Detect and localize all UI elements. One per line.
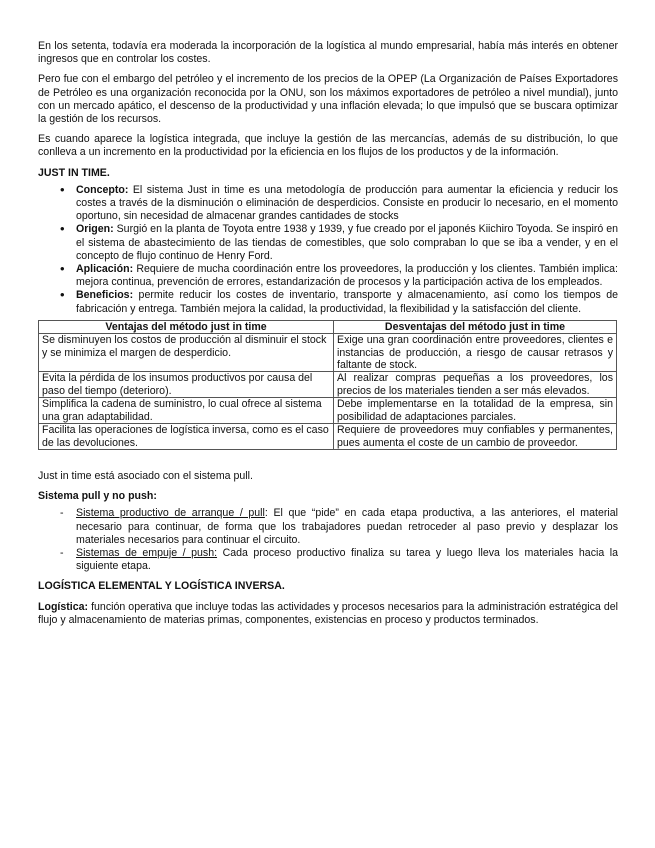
bullet-term: Beneficios:: [76, 289, 134, 302]
ventaja-cell: Facilita las operaciones de logística inversa, como es el caso de las devoluciones.: [39, 424, 334, 450]
definition-text: función operativa que incluye todas las actividades y procesos necesarios para la administración estratégica del flujo y almacenamiento de materias primas, componentes, existencias en proceso y productos terminados.: [38, 600, 618, 626]
jit-heading: JUST IN TIME.: [38, 166, 110, 179]
ventaja-cell: Simplifica la cadena de suministro, lo cual ofrece al sistema una gran adaptabilidad.: [39, 398, 334, 424]
table-row: [39, 424, 617, 450]
jit-comparison-table: [38, 320, 617, 450]
logistica-heading: LOGÍSTICA ELEMENTAL Y LOGÍSTICA INVERSA.: [38, 580, 285, 593]
table-row: [39, 372, 617, 398]
header-desventajas: Desventajas del método just in time: [334, 320, 617, 333]
bullet-term: Aplicación:: [76, 263, 134, 276]
intro-paragraph-3: Es cuando aparece la logística integrada, que incluye la gestión de las mercancías, además de su distribución, lo que conlleva a un incremento en la productividad por la eficiencia en los flujos de los productos y de la información.: [38, 133, 618, 159]
definition-term: Logística:: [38, 600, 89, 613]
bullet-text: permite reducir los costes de inventario, transporte y almacenamiento, así como los tiempos de fabricación y entrega. También mejora la calidad, la productividad, la flexibilidad y la satisfacción del cliente.: [76, 289, 618, 315]
document-page: [38, 40, 618, 627]
table-row: [39, 398, 617, 424]
header-ventajas: Ventajas del método just in time: [39, 320, 334, 333]
bullet-text: El sistema Just in time es una metodología de producción para aumentar la eficiencia y reducir los costes a través de la disminución o eliminación de desperdicios. Consiste en producir lo necesario, en el momento oportuno, sin necesidad de almacenar grandes cantidades de stocks: [76, 183, 618, 223]
logistica-definition: [38, 601, 618, 627]
pull-heading: Sistema pull y no push:: [38, 490, 157, 503]
pull-item-arranque: [76, 507, 618, 547]
pull-item-empuje: [76, 547, 618, 573]
intro-paragraph-2: Pero fue con el embargo del petróleo y el incremento de los precios de la OPEP (La Organización de Países Exportadores de Petróleo es una organización reconocida por la ONU, son los máximos exportadores de petróleo a nivel mundial), junto con un mercado apático, el descenso de la productividad y una inflación elevada; lo que impulsó que se buscara optimizar la gestión de los recursos.: [38, 73, 618, 126]
desventaja-cell: Exige una gran coordinación entre proveedores, clientes e instancias de producción, a riesgo de causar retrasos y faltante de stock.: [334, 334, 617, 372]
item-text: : El que “pide” en cada etapa productiva, a las anteriores, el material necesario para continuar, de forma que los trabajadores puedan retroceder al paso previo y desplazar los materiales necesarios para continuar el circuito.: [76, 507, 618, 546]
desventaja-cell: Requiere de proveedores muy confiables y permanentes, pues aumenta el coste de un cambio de proveedor.: [334, 424, 617, 450]
bullet-text: Requiere de mucha coordinación entre los proveedores, la producción y los clientes. También implica: mejora continua, prevención de errores, estandarización de procesos y la participación activa de los empleados.: [76, 263, 618, 289]
desventaja-cell: Al realizar compras pequeñas a los proveedores, los precios de los materiales tienden a ser más elevados.: [334, 372, 617, 398]
jit-bullet-aplicacion: [76, 263, 618, 289]
jit-bullet-list: [38, 184, 618, 316]
ventaja-cell: Evita la pérdida de los insumos productivos por causa del paso del tiempo (deterioro).: [39, 372, 334, 398]
item-term: Sistemas de empuje / push:: [76, 546, 218, 559]
bullet-term: Concepto:: [76, 183, 129, 196]
desventaja-cell: Debe implementarse en la totalidad de la empresa, sin posibilidad de adaptaciones parciales.: [334, 398, 617, 424]
ventaja-cell: Se disminuyen los costos de producción al disminuir el stock y se minimiza el margen de desperdicio.: [39, 334, 334, 372]
bullet-term: Origen:: [76, 223, 114, 236]
pull-list: [38, 507, 618, 573]
item-text: Cada proceso productivo finaliza su tarea y luego lleva los materiales hacia la siguiente etapa.: [76, 546, 619, 573]
pull-intro: Just in time está asociado con el sistema pull.: [38, 469, 253, 482]
table-header-row: [39, 320, 617, 333]
bullet-text: Surgió en la planta de Toyota entre 1938 y 1939, y fue creado por el japonés Kiichiro Toyoda. Se inspiró en el sistema de abastecimiento de las tiendas de comestibles, que solo compraban lo que se iba a vender, y en el concepto de flujo continuo de Henry Ford.: [76, 223, 618, 262]
table-row: [39, 334, 617, 372]
jit-bullet-origen: [76, 223, 618, 263]
jit-bullet-concepto: [76, 184, 618, 224]
jit-bullet-beneficios: [76, 289, 618, 315]
intro-paragraph-1: En los setenta, todavía era moderada la incorporación de la logística al mundo empresarial, había más interés en obtener ingresos que en controlar los costes.: [38, 40, 618, 66]
item-term: Sistema productivo de arranque / pull: [76, 507, 265, 520]
